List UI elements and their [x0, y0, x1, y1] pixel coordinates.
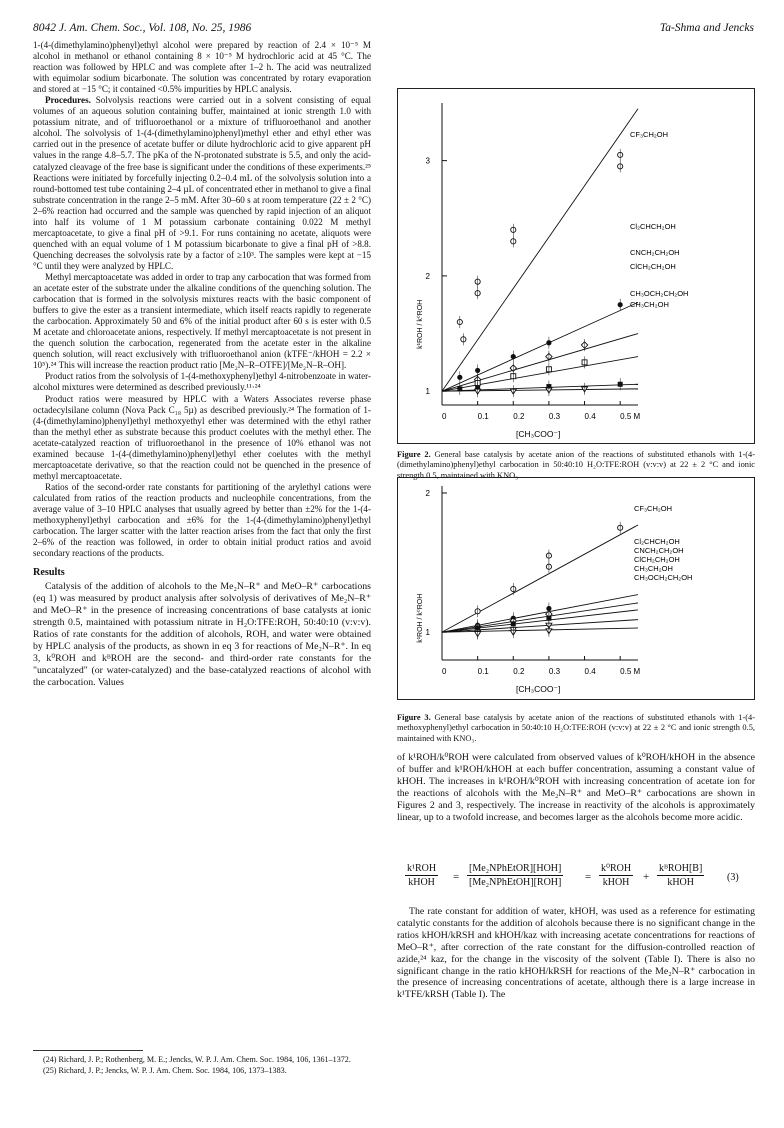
- fig3-series-1-fit-line: [442, 525, 638, 632]
- eq-lhs: [405, 863, 438, 888]
- fig3-x-tick-label: 0.3: [548, 667, 561, 676]
- page-header-right: Ta-Shma and Jencks: [659, 22, 754, 34]
- fig2-series-4-fit-line: [442, 357, 638, 392]
- fig2-series-1-fit-line: [442, 109, 638, 391]
- paragraph-intro: 1-(4-(dimethylamino)phenyl)ethyl alcohol were prepared by reaction of 2.4 × 10⁻⁵ M alcohol in methanol or ethanol containing 8 × 10⁻⁵ M hydrochloric acid at 45 °C. The reaction was followed by HPLC and was complete after 1–2 h. The acid was neutralized with equimolar sodium bicarbonate. The solution was concentrated by rotary evaporation and stored at −15 °C; it contained <0.5% impurities by HPLC analysis.: [33, 40, 371, 95]
- eq-uncatalyzed: [599, 863, 633, 888]
- eq-catalyzed-denominator: kHOH: [667, 877, 694, 888]
- fig2-series-3-label: CNCH₂CH₂OH: [630, 248, 680, 257]
- fig2-x-tick-label: 0.3: [548, 412, 561, 421]
- figure-3-plot: [398, 478, 754, 699]
- eq-product-ratio: [467, 863, 563, 888]
- paragraph-product-ratios: Product ratios from the solvolysis of 1-(4-methoxyphenyl)ethyl 4-nitrobenzoate in water-alcohol mixtures were determined as described previously.¹¹·²⁴: [33, 371, 371, 393]
- figure-2-plot: [398, 89, 754, 443]
- paragraph-reference-constant: The rate constant for addition of water, kHOH, was used as a reference for estimating catalytic constants for the addition of alcohols because there is no significant change in the ratios kHOH/kRSH and kHOH/kaz with increasing acetate concentrations for reactions of MeO–R⁺, after correction of the rate constant for the diffusion-controlled reaction of azide,²⁴ kaz, for the change in the viscosity of the solvent (Table I). There is also no significant change in the ratio kHOH/kRSH for reactions of the Me₂N–R⁺ carbocation in the presence of increasing concentrations of acetate, although there is a large increase in k¹TFE/kRSH (Table I). The: [397, 906, 755, 1001]
- fig3-x-tick-label: 0.5 M: [620, 667, 641, 676]
- fig2-x-tick-label: 0.5 M: [620, 412, 641, 421]
- figure-3-caption-text: General base catalysis by acetate anion of the reactions of substituted ethanols with 1-(4-methoxyphenyl)ethyl carbocation in 50:40:10 H₂O:TFE:ROH (v:v:v) at 22 ± 2 °C and ionic strength 0.5, maintained with KNO₃.: [397, 713, 756, 743]
- paragraph-procedures: Solvolysis reactions were carried out in a solvent consisting of equal volumes of an aqueous solution containing buffer, maintained at ionic strength 1.0 with potassium nitrate, and of trifluoroethanol or a mixture of trifluoroethanol and another alcohol. The solvolysis of 1-(4-(dimethylamino)phenyl)methyl ether and ethyl ether was carried out in the presence of acetate buffer or dilute hydrochloric acid to give apparent pH values in the range 4.8–5.7. The pKa of the N-protonated substrate is 5.5, and only the acid-catalyzed cleavage of the free base is significant under the conditions of these experiments.²⁵ Reactions were initiated by forcefully injecting 0.2–0.4 mL of the solvolysis solution into a round-bottomed test tube containing 2–4 µL of concentrated ether in methanol to give a final substrate concentration in the range 2–5 mM. After 30–60 s at room temperature (22 ± 2 °C) 2–6% reaction had occurred and the sample was quenched by rapid injection of an aliquot into half its volume of 1 M potassium carbonate containing 0.022 M methyl mercaptoacetate, to give a final pH of >9.1. For runs containing no acetate, aliquots were quenched with an equal volume of 1 M potassium bicarbonate to give a final pH of >8.8. Quenching decreases the solvolysis rate by a factor of ≥10³. The samples were kept at −15 °C until they were analyzed by HPLC.: [33, 95, 372, 271]
- footnote-rule: [33, 1050, 143, 1051]
- eq-plus: +: [643, 871, 650, 883]
- fig3-x-tick-label: 0.4: [584, 667, 596, 676]
- fig2-x-tick-label: 0.1: [477, 412, 489, 421]
- eq-uncatalyzed-denominator: kHOH: [602, 877, 630, 888]
- eq-product-numerator: [Me₂NPhEtOR][HOH]: [469, 863, 562, 874]
- paragraph-methyl-mercaptoacetate: Methyl mercaptoacetate was added in order to trap any carbocation that was formed from an acetate ester of the substrate under the alkaline conditions of the quenching solution. The carbocation that is formed in the solvolysis mixtures reacts with the basic component of buffers to give the ester as a transient intermediate, which itself reacts rapidly to regenerate the carbocation. Approximately 50 and 6% of the initial product after 60 s is ester with 0.5 M acetate and chloroacetate anions, respectively. If methyl mercaptoacetate is not present in the quench solution the carbocation, regenerated from the acetate ester in the alkaline quench solution, will react exclusively with trifluoroethanol anion (kTFE⁻/kHOH = 2.2 × 10⁵).²⁴ This will increase the reaction product ratio [Me₂N–R–OTFE]/[Me₂N–R–OH].: [33, 271, 371, 371]
- fig2-y-axis-label: k¹ROH / k⁰ROH: [417, 299, 424, 349]
- paragraph-hplc: Product ratios were measured by HPLC with a Waters Associates reverse phase octadecylsilane column (Nova Pack C₁₈ 5µ) as described previously.²⁴ The formation of 1-(4-(dimethylamino)phenyl)ethyl methoxyethyl ether was determined with the ethyl rather than the methyl ether as substrate because this product coelutes with the methyl ether. The acetate-catalyzed reaction of trifluoroethanol in the presence of 10% ethanol was not examined because 1-(4-(dimethylamino)phenyl)ethyl ether coelutes with the methyl mercaptoacetate derivative, so that the reaction could not be quenched in the presence of methyl mercaptoacetate.: [33, 393, 371, 481]
- left-column: [33, 40, 371, 688]
- fig3-x-tick-label: 0: [442, 667, 447, 676]
- reference-25: (25) Richard, J. P.; Jencks, W. P. J. Am. Chem. Soc. 1984, 106, 1373–1383.: [43, 1066, 287, 1075]
- figure-3-label: Figure 3.: [397, 713, 431, 722]
- eq-product-denominator: [Me₂NPhEtOH][ROH]: [469, 877, 562, 888]
- eq-catalyzed-numerator: kᴮROH[B]: [659, 863, 703, 874]
- reference-24: (24) Richard, J. P.; Rothenberg, M. E.; Jencks, W. P. J. Am. Chem. Soc. 1984, 106, 1361–1372.: [43, 1055, 351, 1064]
- fig3-y-axis-label: k¹ROH / k⁰ROH: [417, 593, 424, 643]
- fig2-x-tick-label: 0: [442, 412, 447, 421]
- fig2-y-tick-label: 3: [425, 156, 430, 166]
- fig2-series-4-label: ClCH₂CH₂OH: [630, 262, 676, 271]
- paragraph-results: Catalysis of the addition of alcohols to the Me₂N–R⁺ and MeO–R⁺ carbocations (eq 1) was measured by product analysis after solvolysis of derivatives of Me₂N–R⁺ and MeO–R⁺ in the presence of increasing concentrations of base catalysts at ionic strength 0.5, maintained with potassium nitrate in H₂O:TFE:ROH, 50:40:10 (v:v:v). Ratios of rate constants for the addition of alcohols, ROH, and water were obtained by HPLC analysis of the products, as shown in eq 3 for reactions of Me₂N–R⁺. In eq 3, k⁰ROH and kᴮROH are the second- and third-order rate constants for the "uncatalyzed" (or water-catalyzed) and the base-catalyzed reactions of alcohol with the carbocation. Values: [33, 581, 371, 688]
- fig3-series-6-label: CH₃OCH₂CH₂OH: [634, 573, 693, 582]
- eq-equals-1: =: [453, 871, 460, 883]
- fig2-y-tick-label: 2: [425, 271, 430, 281]
- fig2-x-tick-label: 0.4: [584, 412, 596, 421]
- fig2-x-tick-label: 0.2: [513, 412, 525, 421]
- fig2-x-axis-label: [CH₃COO⁻]: [516, 429, 561, 439]
- fig3-y-tick-label: 1: [425, 628, 430, 638]
- fig2-series-1-label: CF₃CH₂OH: [630, 130, 669, 139]
- results-heading: Results: [33, 567, 65, 579]
- fig2-series-3-fit-line: [442, 334, 638, 392]
- figure-2-label: Figure 2.: [397, 450, 431, 459]
- figure-3: [397, 477, 755, 700]
- page-header-left: 8042 J. Am. Chem. Soc., Vol. 108, No. 25, 1986: [33, 22, 252, 34]
- figure-2-caption-text: General base catalysis by acetate anion of the reactions of substituted ethanols with 1-(4-(dimethylamino)phenyl)ethyl carbocation in 50:40:10 H₂O:TFE:ROH (v:v:v) at 22 ± 2 °C and ionic strength 0.5, maintained with KNO₃.: [397, 450, 756, 480]
- eq-number: (3): [727, 872, 739, 883]
- footnotes: [33, 1050, 371, 1077]
- eq-lhs-numerator: k¹ROH: [407, 863, 437, 874]
- fig3-x-tick-label: 0.2: [513, 667, 525, 676]
- equation-3: [397, 863, 755, 903]
- eq-uncatalyzed-numerator: k⁰ROH: [601, 863, 632, 874]
- fig2-series-6-label: CH₃CH₂OH: [630, 300, 669, 309]
- fig3-y-tick-label: 2: [425, 488, 430, 498]
- figure-2: [397, 88, 755, 444]
- eq-equals-2: =: [585, 871, 592, 883]
- fig2-series-2-fit-line: [442, 302, 638, 391]
- paragraph-rate-ratios: Ratios of the second-order rate constants for partitioning of the arylethyl cations were calculated from ratios of the reaction products and nucleophile concentrations, from the average value of 3–10 HPLC analyses that usually agreed by better than ±2% for the 1-(4-methoxyphenyl)ethyl carbocation and ±6% for the 1-(4-(dimethylamino)phenyl)ethyl carbocation. The larger scatter with the latter reaction arises from the fact that only the first 2–6% of the reaction was followed, in order to obtain initial product ratios and avoid secondary reactions of the products.: [33, 481, 371, 559]
- paragraph-catalytic-values: of k¹ROH/k⁰ROH were calculated from observed values of k⁰ROH/kHOH in the absence of buffer and k¹ROH/kHOH at each buffer concentration, assuming a constant value of kHOH. The increases in k¹ROH/k⁰ROH with increasing concentration of acetate ion for the reactions of alcohols with the Me₂N–R⁺ and MeO–R⁺ carbocations are shown in Figures 2 and 3, respectively. The increase in reactivity of the alcohols is approximately linear, up to a twofold increase, and becomes larger as the alcohols become more acidic.: [397, 752, 755, 823]
- fig2-y-tick-label: 1: [425, 387, 430, 397]
- right-column-top: [397, 752, 755, 823]
- fig3-series-5-label: CH₃CH₂OH: [634, 564, 673, 573]
- fig3-x-tick-label: 0.1: [477, 667, 489, 676]
- fig2-series-2-label: Cl₂CHCH₂OH: [630, 222, 676, 231]
- fig2-series-5-label: CH₃OCH₂CH₂OH: [630, 289, 689, 298]
- fig3-series-1-label: CF₃CH₂OH: [634, 504, 673, 513]
- eq-catalyzed: [657, 863, 704, 888]
- figure-3-caption: [397, 713, 755, 744]
- fig3-series-2-label: Cl₂CHCH₂OH: [634, 537, 680, 546]
- fig3-series-4-label: ClCH₂CH₂OH: [634, 555, 680, 564]
- fig3-x-axis-label: [CH₃COO⁻]: [516, 684, 561, 694]
- right-column-bottom: [397, 906, 755, 1001]
- eq-lhs-denominator: kHOH: [408, 877, 435, 888]
- fig3-series-3-fit-line: [442, 603, 638, 632]
- procedures-heading: Procedures.: [45, 95, 91, 106]
- fig3-series-3-label: CNCH₂CH₂OH: [634, 546, 684, 555]
